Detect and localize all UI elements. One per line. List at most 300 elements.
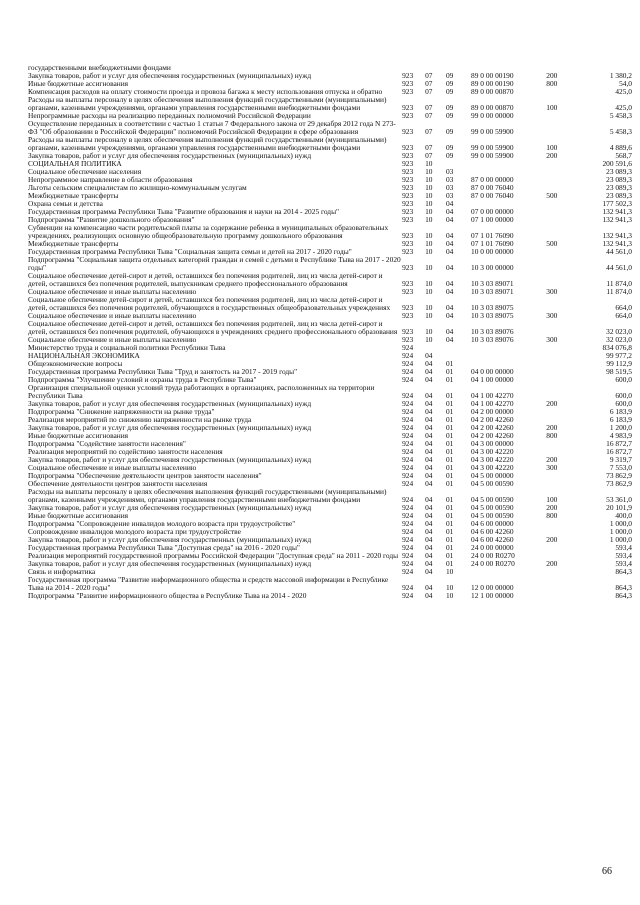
row-expense-type: 100 (546, 143, 558, 152)
row-expense-type: 200 (546, 455, 558, 464)
row-admin-code: 924 (402, 551, 414, 560)
row-amount: 73 862,9 (606, 479, 632, 488)
row-admin-code: 924 (402, 535, 414, 544)
row-amount: 132 941,3 (602, 215, 632, 224)
row-section: 04 (425, 391, 433, 400)
row-section: 07 (425, 143, 433, 152)
row-amount: 132 941,3 (602, 239, 632, 248)
row-subsection: 01 (445, 479, 454, 488)
row-amount: 5 458,3 (609, 111, 632, 120)
row-amount: 98 519,5 (606, 367, 632, 376)
row-subsection: 03 (445, 167, 454, 176)
row-target-item: 10 3 03 89075 (471, 311, 514, 320)
row-subsection: 09 (445, 127, 454, 136)
row-section: 10 (425, 231, 433, 240)
row-subsection: 09 (445, 151, 454, 160)
row-expense-type (546, 408, 577, 416)
row-admin-code: 923 (402, 175, 414, 184)
row-target-item: 04 6 00 42260 (471, 527, 514, 536)
row-expense-type (546, 472, 577, 480)
row-section: 04 (425, 447, 433, 456)
row-target-item: 99 0 00 59900 (471, 143, 514, 152)
row-expense-type (546, 256, 577, 272)
row-name: Закупка товаров, работ и услуг для обеспечения государственных (муниципальных) нужд (28, 423, 312, 432)
row-amount: 53 361,0 (606, 495, 632, 504)
row-amount: 99 977,2 (606, 351, 632, 360)
row-expense-type (546, 272, 577, 288)
row-target-item (471, 352, 546, 360)
row-target-item: 24 0 00 R0270 (471, 551, 515, 560)
row-expense-type (546, 376, 577, 384)
row-expense-type (546, 296, 577, 312)
row-admin-code: 923 (402, 127, 414, 136)
row-section: 07 (425, 103, 433, 112)
row-section: 04 (425, 431, 433, 440)
row-target-item (471, 344, 546, 352)
row-admin-code: 924 (402, 543, 414, 552)
row-admin-code: 924 (402, 567, 414, 576)
row-admin-code: 923 (402, 159, 414, 168)
row-admin-code: 923 (402, 143, 414, 152)
budget-table (28, 64, 632, 600)
row-name: Реализация мероприятий по снижению напряженности на рынке труда (28, 415, 252, 424)
row-name: Обеспечение деятельности центров занятости населения (28, 479, 208, 488)
row-admin-code: 923 (402, 111, 414, 120)
row-name: Подпрограмма "Снижение напряженности на рынке труда" (28, 407, 215, 416)
row-subsection: 04 (445, 231, 454, 240)
row-section: 10 (425, 303, 433, 312)
row-target-item: 12 0 00 00000 (471, 583, 514, 592)
row-amount: 400,0 (615, 511, 632, 520)
row-admin-code: 923 (402, 303, 414, 312)
row-amount: 1 000,0 (609, 535, 632, 544)
row-expense-type: 300 (546, 311, 558, 320)
row-section: 04 (425, 439, 433, 448)
row-name: Осуществление переданных в соответствии с частью 1 статьи 7 Федерального закона от 29 декабря 2012 года N 273-ФЗ "Об образовании в Российской Федерации" полномочий Российской Федерации в сфере образования (28, 119, 396, 136)
row-name: Государственная программа "Развитие информационного общества и средств массовой информации в Республике Тыва на 2014 - 2020 годы" (28, 575, 389, 592)
row-expense-type (546, 216, 577, 224)
row-amount: 593,4 (615, 551, 632, 560)
row-target-item: 89 0 00 00870 (471, 103, 514, 112)
row-subsection: 01 (445, 359, 454, 368)
row-target-item: 04 1 00 42270 (471, 399, 514, 408)
table-row (28, 560, 632, 568)
row-expense-type (546, 248, 577, 256)
row-name: Закупка товаров, работ и услуг для обеспечения государственных (муниципальных) нужд (28, 71, 312, 80)
row-section: 10 (425, 159, 433, 168)
row-expense-type (546, 480, 577, 488)
row-admin-code: 923 (402, 103, 414, 112)
row-subsection: 01 (445, 543, 454, 552)
row-name: Субвенции на компенсацию части родительской платы за содержание ребенка в муниципальных образовательных учреждениях, реализующих основную общеобразовательную программу дошкольного образования (28, 223, 389, 240)
row-amount: 593,4 (615, 543, 632, 552)
row-expense-type: 300 (546, 463, 558, 472)
row-admin-code: 924 (402, 471, 414, 480)
row-amount: 16 872,7 (606, 447, 632, 456)
row-amount: 425,0 (615, 103, 632, 112)
row-section: 04 (425, 399, 433, 408)
row-subsection: 09 (445, 143, 454, 152)
row-name: Иные бюджетные ассигнования (28, 431, 129, 440)
row-amount: 177 502,3 (602, 199, 632, 208)
row-admin-code: 923 (402, 199, 414, 208)
row-expense-type (546, 120, 577, 136)
row-subsection: 01 (445, 431, 454, 440)
row-name: Государственная программа Республики Тыва "Труд и занятость на 2017 - 2019 годы" (28, 367, 298, 376)
row-target-item: 04 2 00 42260 (471, 415, 514, 424)
row-amount: 16 872,7 (606, 439, 632, 448)
row-admin-code: 924 (402, 431, 414, 440)
row-target-item: 89 0 00 00190 (471, 71, 514, 80)
row-target-item: 04 0 00 00000 (471, 367, 514, 376)
row-amount: 23 089,3 (606, 191, 632, 200)
row-section: 10 (425, 311, 433, 320)
row-admin-code: 923 (402, 239, 414, 248)
row-target-item: 07 1 01 76090 (471, 239, 514, 248)
row-target-item: 10 3 00 00000 (471, 263, 514, 272)
row-subsection: 01 (445, 495, 454, 504)
row-section: 04 (425, 375, 433, 384)
row-subsection: 09 (445, 71, 454, 80)
row-section: 04 (425, 407, 433, 416)
row-name: Социальное обеспечение и иные выплаты населению (28, 463, 197, 472)
row-admin-code: 923 (402, 183, 414, 192)
row-admin-code: 923 (402, 231, 414, 240)
row-expense-type: 200 (546, 559, 558, 568)
row-subsection: 04 (445, 239, 454, 248)
row-name: Социальное обеспечение населения (28, 167, 142, 176)
row-subsection: 04 (445, 207, 454, 216)
row-expense-type (546, 208, 577, 216)
row-admin-code: 924 (402, 359, 414, 368)
row-admin-code: 924 (402, 511, 414, 520)
row-admin-code: 924 (402, 447, 414, 456)
row-subsection: 01 (445, 415, 454, 424)
budget-table-body (28, 64, 632, 600)
table-row (28, 272, 632, 288)
row-target-item: 07 0 00 00000 (471, 207, 514, 216)
row-subsection: 01 (445, 391, 454, 400)
row-section: 04 (425, 463, 433, 472)
row-expense-type (546, 368, 577, 376)
row-target-item: 04 1 00 42270 (471, 391, 514, 400)
row-subsection: 01 (445, 455, 454, 464)
row-target-item (471, 568, 546, 576)
row-target-item: 04 3 00 42220 (471, 447, 514, 456)
row-section: 04 (425, 559, 433, 568)
row-expense-type (546, 384, 577, 400)
row-subsection: 01 (445, 511, 454, 520)
row-subsection: 01 (445, 447, 454, 456)
row-section: 07 (425, 87, 433, 96)
row-admin-code: 923 (402, 207, 414, 216)
row-expense-type (546, 440, 577, 448)
row-amount: 23 089,3 (606, 167, 632, 176)
row-name: Расходы на выплаты персоналу в целях обеспечения выполнения функций государственными (муниципальными) органами, казенными учреждениями, органами управления государственными внебюджетными фондами (28, 95, 387, 112)
row-subsection: 04 (445, 199, 454, 208)
row-amount: 664,0 (615, 303, 632, 312)
row-admin-code: 924 (402, 479, 414, 488)
row-expense-type: 500 (546, 191, 558, 200)
row-expense-type (546, 592, 577, 600)
row-expense-type (546, 360, 577, 368)
table-row (28, 256, 632, 272)
row-admin-code: 923 (402, 79, 414, 88)
row-name: Подпрограмма "Развитие информационного общества в Республике Тыва на 2014 - 2020 (28, 591, 307, 600)
row-expense-type (546, 176, 577, 184)
row-name: Закупка товаров, работ и услуг для обеспечения государственных (муниципальных) нужд (28, 455, 312, 464)
row-name: Подпрограмма "Сопровождение инвалидов молодого возраста при трудоустройстве" (28, 519, 296, 528)
row-expense-type: 300 (546, 335, 558, 344)
row-admin-code: 923 (402, 287, 414, 296)
row-section: 10 (425, 239, 433, 248)
row-expense-type: 200 (546, 151, 558, 160)
row-amount: 132 941,3 (602, 207, 632, 216)
table-row (28, 96, 632, 112)
row-section: 04 (425, 511, 433, 520)
row-section: 07 (425, 79, 433, 88)
row-section: 10 (425, 287, 433, 296)
row-subsection: 10 (445, 591, 454, 600)
row-admin-code: 924 (402, 463, 414, 472)
row-section: 10 (425, 167, 433, 176)
row-subsection: 04 (445, 279, 454, 288)
row-target-item: 04 3 00 00000 (471, 439, 514, 448)
row-section: 04 (425, 519, 433, 528)
row-admin-code: 924 (402, 583, 414, 592)
row-name: Охрана семьи и детства (28, 199, 103, 208)
row-amount: 568,7 (615, 151, 632, 160)
row-admin-code: 924 (402, 439, 414, 448)
row-target-item: 04 5 00 00590 (471, 503, 514, 512)
row-subsection: 04 (445, 303, 454, 312)
row-target-item: 99 0 00 00000 (471, 111, 514, 120)
row-subsection: 01 (445, 503, 454, 512)
row-expense-type (546, 88, 577, 96)
row-admin-code: 923 (402, 263, 414, 272)
row-amount: 11 874,0 (606, 279, 632, 288)
row-subsection: 01 (445, 471, 454, 480)
row-section: 10 (425, 183, 433, 192)
row-name: Компенсация расходов на оплату стоимости проезда и провоза багажа к месту использования отпуска и обратно (28, 87, 383, 96)
row-section: 04 (425, 359, 433, 368)
row-expense-type (546, 160, 577, 168)
row-subsection: 10 (445, 567, 454, 576)
row-amount: 23 089,3 (606, 175, 632, 184)
row-amount: 32 023,0 (606, 327, 632, 336)
row-name: Льготы сельским специалистам по жилищно-коммунальным услугам (28, 183, 247, 192)
row-admin-code: 923 (402, 191, 414, 200)
row-name: Сопровождение инвалидов молодого возраста при трудоустройстве (28, 527, 241, 536)
row-amount: 1 200,0 (609, 423, 632, 432)
row-subsection: 04 (445, 263, 454, 272)
row-name: Подпрограмма "Улучшение условий и охраны труда в Республике Тыва" (28, 375, 257, 384)
row-name: Закупка товаров, работ и услуг для обеспечения государственных (муниципальных) нужд (28, 535, 312, 544)
row-admin-code: 924 (402, 399, 414, 408)
row-target-item: 04 3 00 42220 (471, 455, 514, 464)
row-name: Закупка товаров, работ и услуг для обеспечения государственных (муниципальных) нужд (28, 399, 312, 408)
row-section: 04 (425, 543, 433, 552)
table-row (28, 576, 632, 592)
row-subsection: 04 (445, 311, 454, 320)
row-target-item: 10 3 03 89071 (471, 279, 514, 288)
row-section: 04 (425, 415, 433, 424)
row-amount: 7 553,0 (609, 463, 632, 472)
row-target-item: 10 3 03 89076 (471, 335, 514, 344)
row-admin-code: 924 (402, 519, 414, 528)
row-target-item: 04 2 00 42260 (471, 423, 514, 432)
row-section: 07 (425, 111, 433, 120)
row-target-item: 87 0 00 76040 (471, 191, 514, 200)
row-target-item: 10 0 00 00000 (471, 247, 514, 256)
row-amount: 834 076,8 (602, 343, 632, 352)
row-section: 04 (425, 455, 433, 464)
row-section: 10 (425, 335, 433, 344)
row-section: 04 (425, 351, 433, 360)
row-amount: 11 874,0 (606, 287, 632, 296)
row-admin-code: 924 (402, 415, 414, 424)
row-subsection: 01 (445, 399, 454, 408)
row-expense-type: 200 (546, 399, 558, 408)
row-name: государственными внебюджетными фондами (28, 63, 171, 72)
row-name: Межбюджетные трансферты (28, 239, 119, 248)
table-row (28, 592, 632, 600)
row-subsection: 01 (445, 519, 454, 528)
row-expense-type (546, 320, 577, 336)
row-section: 10 (425, 199, 433, 208)
row-name: Подпрограмма "Содействие занятости населения" (28, 439, 186, 448)
row-subsection: 01 (445, 375, 454, 384)
row-amount: 32 023,0 (606, 335, 632, 344)
row-name: Организация специальной оценки условий труда работающих в организациях, расположенных на территории Республики Тыва (28, 383, 375, 400)
row-target-item: 89 0 00 00190 (471, 79, 514, 88)
row-target-item: 87 0 00 00000 (471, 175, 514, 184)
row-subsection: 01 (445, 439, 454, 448)
row-name: Иные бюджетные ассигнования (28, 511, 129, 520)
row-amount: 54,0 (619, 79, 632, 88)
row-target-item: 24 0 00 00000 (471, 543, 514, 552)
row-name: Расходы на выплаты персоналу в целях обеспечения выполнения функций государственными (муниципальными) органами, казенными учреждениями, органами управления государственными внебюджетными фондами (28, 487, 387, 504)
row-subsection: 01 (445, 551, 454, 560)
row-name: Подпрограмма "Социальная защита отдельных категорий граждан и семей с детьми в Республике Тыва на 2017 - 2020 годы" (28, 255, 401, 272)
row-target-item: 04 1 00 00000 (471, 375, 514, 384)
row-name: НАЦИОНАЛЬНАЯ ЭКОНОМИКА (28, 351, 140, 360)
row-admin-code: 924 (402, 503, 414, 512)
row-amount: 132 941,3 (602, 231, 632, 240)
row-admin-code: 924 (402, 375, 414, 384)
row-subsection: 04 (445, 327, 454, 336)
row-section: 04 (425, 503, 433, 512)
row-subsection (446, 344, 471, 352)
row-section: 04 (425, 367, 433, 376)
row-target-item: 04 5 00 00590 (471, 495, 514, 504)
row-admin-code: 923 (402, 279, 414, 288)
table-row (28, 320, 632, 336)
row-section: 04 (425, 423, 433, 432)
table-row (28, 224, 632, 240)
row-target-item: 04 5 00 00590 (471, 511, 514, 520)
table-row (28, 384, 632, 400)
row-target-item: 87 0 00 76040 (471, 183, 514, 192)
row-name: Подпрограмма "Развитие дошкольного образования" (28, 215, 195, 224)
row-subsection: 04 (445, 335, 454, 344)
row-target-item: 10 3 03 89071 (471, 287, 514, 296)
row-amount: 864,3 (615, 583, 632, 592)
row-admin-code: 924 (402, 407, 414, 416)
row-name: Реализация мероприятий государственной программы Российской Федерации "Доступная среда" на 2011 - 2020 годы (28, 551, 399, 560)
row-section: 04 (425, 471, 433, 480)
row-subsection: 03 (445, 175, 454, 184)
row-amount: 864,3 (615, 591, 632, 600)
row-target-item: 04 2 00 00000 (471, 407, 514, 416)
row-amount: 73 862,9 (606, 471, 632, 480)
row-name: Иные бюджетные ассигнования (28, 79, 129, 88)
row-admin-code: 923 (402, 215, 414, 224)
row-admin-code: 924 (402, 455, 414, 464)
row-name: Министерство труда и социальной политики Республики Тыва (28, 343, 226, 352)
row-admin-code: 923 (402, 167, 414, 176)
row-section: 04 (425, 583, 433, 592)
row-amount: 1 380,2 (609, 71, 632, 80)
row-name: Социальное обеспечение и иные выплаты населению (28, 335, 197, 344)
row-expense-type (546, 520, 577, 528)
row-expense-type: 100 (546, 495, 558, 504)
row-section: 07 (425, 127, 433, 136)
row-section: 04 (425, 495, 433, 504)
row-admin-code: 924 (402, 527, 414, 536)
row-admin-code: 923 (402, 151, 414, 160)
row-amount: 1 000,0 (609, 527, 632, 536)
row-subsection: 01 (445, 423, 454, 432)
row-target-item (471, 160, 546, 168)
row-subsection: 09 (445, 87, 454, 96)
row-target-item: 04 5 00 00000 (471, 471, 514, 480)
row-subsection: 01 (445, 407, 454, 416)
row-expense-type (546, 568, 577, 576)
row-name: Социальное обеспечение детей-сирот и детей, оставшихся без попечения родителей, лиц из числа детей-сирот и детей, оставшихся без попечения родителей, обучающихся в государственных общеобразовательных учреждениях (28, 295, 391, 312)
row-expense-type: 200 (546, 503, 558, 512)
row-name: Закупка товаров, работ и услуг для обеспечения государственных (муниципальных) нужд (28, 151, 312, 160)
row-name: Социальное обеспечение и иные выплаты населению (28, 311, 197, 320)
row-subsection: 04 (445, 287, 454, 296)
row-section: 10 (425, 263, 433, 272)
page-number: 66 (602, 866, 612, 877)
row-admin-code: 923 (402, 71, 414, 80)
row-admin-code: 924 (402, 343, 414, 352)
row-subsection: 03 (445, 191, 454, 200)
row-name: Общеэкономические вопросы (28, 359, 123, 368)
row-admin-code: 924 (402, 495, 414, 504)
row-expense-type: 200 (546, 423, 558, 432)
row-amount: 600,0 (615, 375, 632, 384)
table-row (28, 488, 632, 504)
row-name: Связь и информатика (28, 567, 96, 576)
row-admin-code: 924 (402, 559, 414, 568)
row-expense-type: 800 (546, 431, 558, 440)
row-amount: 4 889,6 (609, 143, 632, 152)
row-expense-type (546, 576, 577, 592)
row-section: 10 (425, 215, 433, 224)
row-amount: 425,0 (615, 87, 632, 96)
row-amount: 9 319,7 (609, 455, 632, 464)
row-amount: 44 561,0 (606, 247, 632, 256)
row-subsection: 01 (445, 559, 454, 568)
row-amount: 20 101,9 (606, 503, 632, 512)
row-section: 10 (425, 327, 433, 336)
row-subsection: 01 (445, 527, 454, 536)
row-subsection: 09 (445, 79, 454, 88)
row-name: Межбюджетные трансферты (28, 191, 119, 200)
